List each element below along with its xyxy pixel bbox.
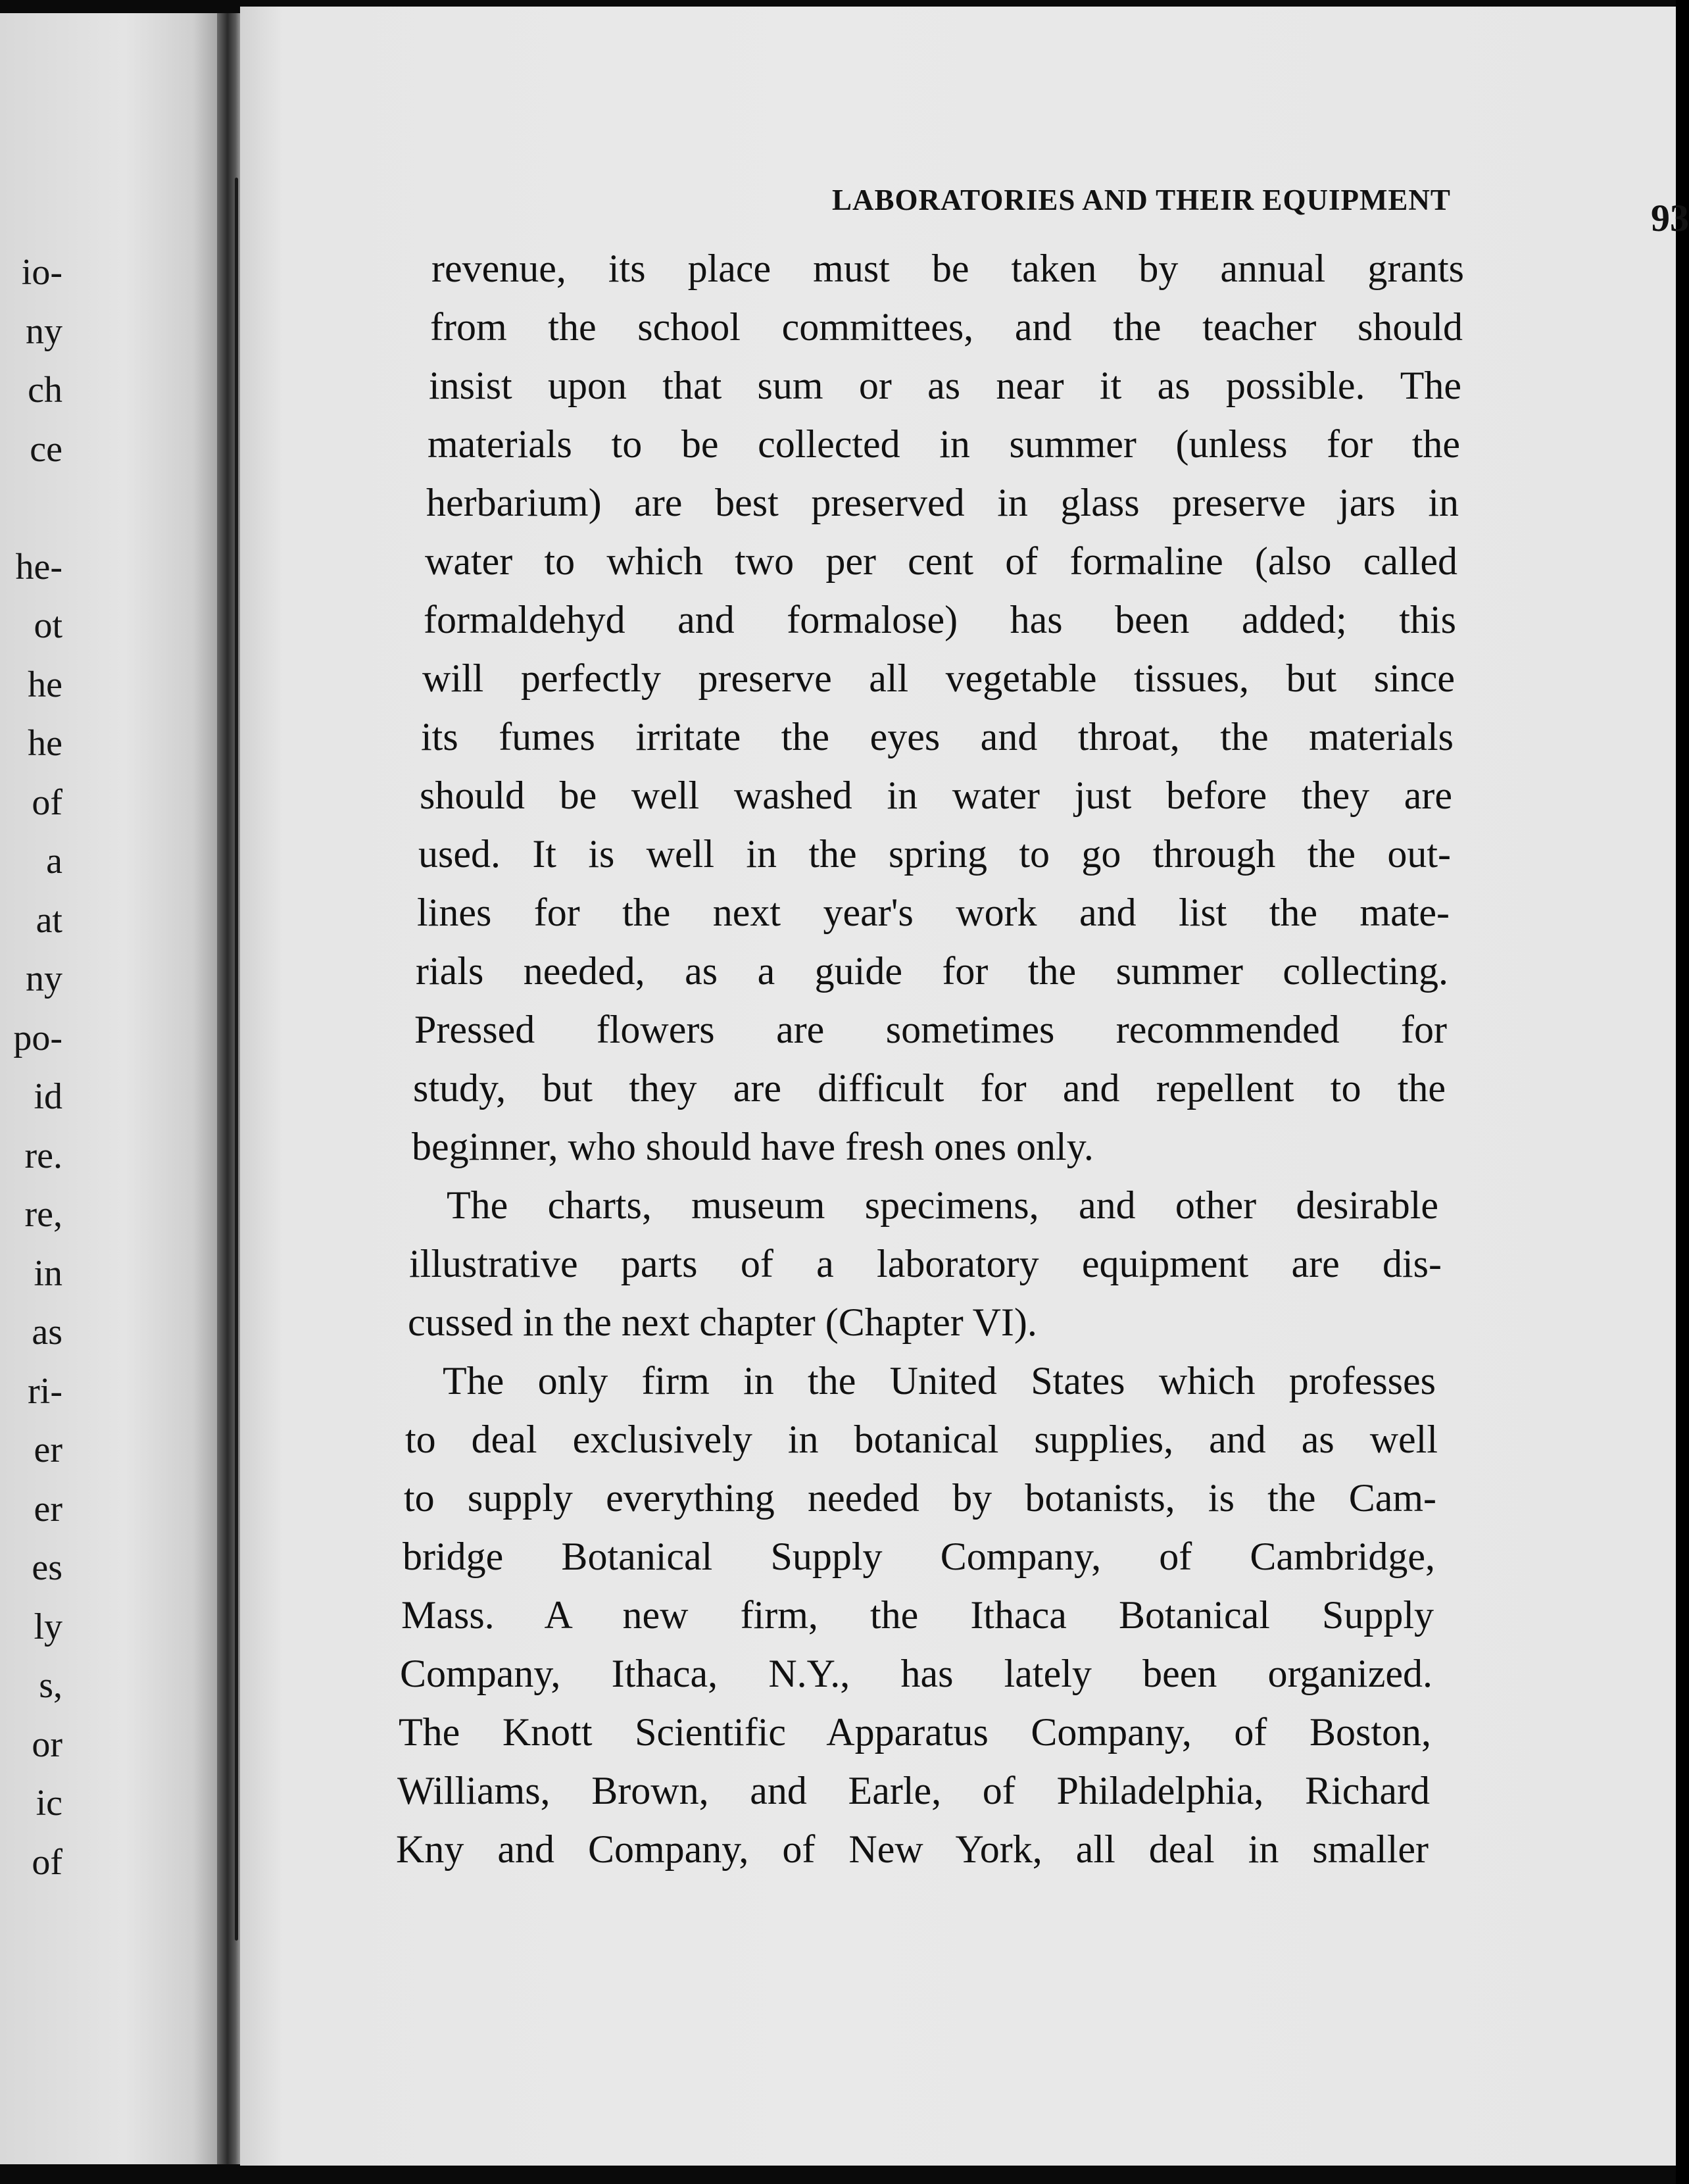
text-line: materials to be collected in summer (unless for the bbox=[428, 422, 1460, 466]
text-line: Williams, Brown, and Earle, of Philadelphia, Richard bbox=[397, 1769, 1430, 1812]
left-fragment: ot bbox=[34, 605, 62, 646]
left-fragment: ch bbox=[28, 370, 62, 410]
left-fragment: or bbox=[32, 1724, 62, 1765]
text-line: to supply everything needed by botanists, is the Cam- bbox=[404, 1476, 1436, 1520]
text-line-paragraph-end: beginner, who should have fresh ones only. bbox=[412, 1125, 1094, 1168]
text-line-paragraph-start: The only firm in the United States which professes bbox=[443, 1359, 1436, 1402]
text-line: Kny and Company, of New York, all deal in smaller bbox=[396, 1827, 1429, 1871]
text-line: used. It is well in the spring to go through the out- bbox=[418, 832, 1451, 876]
left-fragment: he- bbox=[15, 546, 62, 587]
text-line: will perfectly preserve all vegetable tissues, but since bbox=[422, 657, 1455, 700]
left-fragment: as bbox=[32, 1312, 62, 1353]
left-fragment: ny bbox=[26, 958, 62, 999]
text-line: Company, Ithaca, N.Y., has lately been organized. bbox=[400, 1652, 1432, 1695]
left-fragment: io- bbox=[21, 252, 62, 293]
left-fragment: ri- bbox=[28, 1370, 62, 1412]
text-line: rials needed, as a guide for the summer collecting. bbox=[416, 949, 1448, 993]
text-line: illustrative parts of a laboratory equipment are dis- bbox=[409, 1242, 1442, 1285]
text-line-paragraph-end: cussed in the next chapter (Chapter VI). bbox=[408, 1301, 1037, 1344]
left-fragment: es bbox=[32, 1547, 62, 1588]
left-fragment: he bbox=[28, 664, 62, 705]
left-facing-page bbox=[0, 13, 227, 2164]
text-line: bridge Botanical Supply Company, of Cambridge, bbox=[403, 1535, 1435, 1578]
book-gutter bbox=[217, 13, 243, 2164]
left-fragment: in bbox=[34, 1253, 62, 1294]
text-line: formaldehyd and formalose) has been added; this bbox=[424, 598, 1456, 641]
text-line: revenue, its place must be taken by annual grants bbox=[431, 247, 1464, 290]
left-fragment: re. bbox=[24, 1135, 62, 1176]
text-line: The Knott Scientific Apparatus Company, of Boston, bbox=[399, 1710, 1431, 1754]
text-line: water to which two per cent of formaline (also called bbox=[425, 539, 1457, 583]
text-line: its fumes irritate the eyes and throat, the materials bbox=[421, 715, 1454, 758]
left-fragment: er bbox=[34, 1429, 62, 1470]
binding-thread bbox=[235, 178, 238, 1941]
left-fragment: ny bbox=[26, 310, 62, 352]
left-fragment: ce bbox=[30, 428, 62, 470]
left-page-line-ends bbox=[0, 243, 62, 1892]
text-line: from the school committees, and the teacher should bbox=[430, 305, 1463, 349]
right-page bbox=[240, 7, 1689, 2166]
left-fragment: a bbox=[46, 841, 62, 881]
text-line: lines for the next year's work and list the mate- bbox=[417, 891, 1450, 934]
left-fragment: id bbox=[34, 1076, 62, 1117]
page-number: 93 bbox=[1651, 197, 1689, 239]
left-fragment: of bbox=[32, 782, 62, 823]
text-line: should be well washed in water just before they are bbox=[420, 774, 1452, 817]
left-fragment: ly bbox=[34, 1606, 62, 1647]
text-line-paragraph-start: The charts, museum specimens, and other desirable bbox=[447, 1183, 1438, 1227]
text-line: Pressed flowers are sometimes recommended for bbox=[414, 1008, 1447, 1051]
left-fragment: of bbox=[32, 1841, 62, 1883]
text-line: herbarium) are best preserved in glass preserve jars in bbox=[426, 481, 1459, 524]
left-fragment: ic bbox=[36, 1783, 62, 1824]
text-line: to deal exclusively in botanical supplies, and as well bbox=[405, 1418, 1438, 1461]
left-fragment: re, bbox=[24, 1194, 62, 1235]
text-line: Mass. A new firm, the Ithaca Botanical Supply bbox=[401, 1593, 1434, 1637]
left-fragment: he bbox=[28, 723, 62, 764]
left-fragment: ро- bbox=[13, 1017, 62, 1058]
running-head: LABORATORIES AND THEIR EQUIPMENT bbox=[832, 184, 1451, 216]
left-fragment: er bbox=[34, 1488, 62, 1529]
text-line: study, but they are difficult for and repellent to the bbox=[413, 1066, 1446, 1110]
left-fragment: at bbox=[36, 899, 62, 941]
text-line: insist upon that sum or as near it as possible. The bbox=[429, 364, 1461, 407]
left-fragment: s, bbox=[39, 1665, 62, 1706]
